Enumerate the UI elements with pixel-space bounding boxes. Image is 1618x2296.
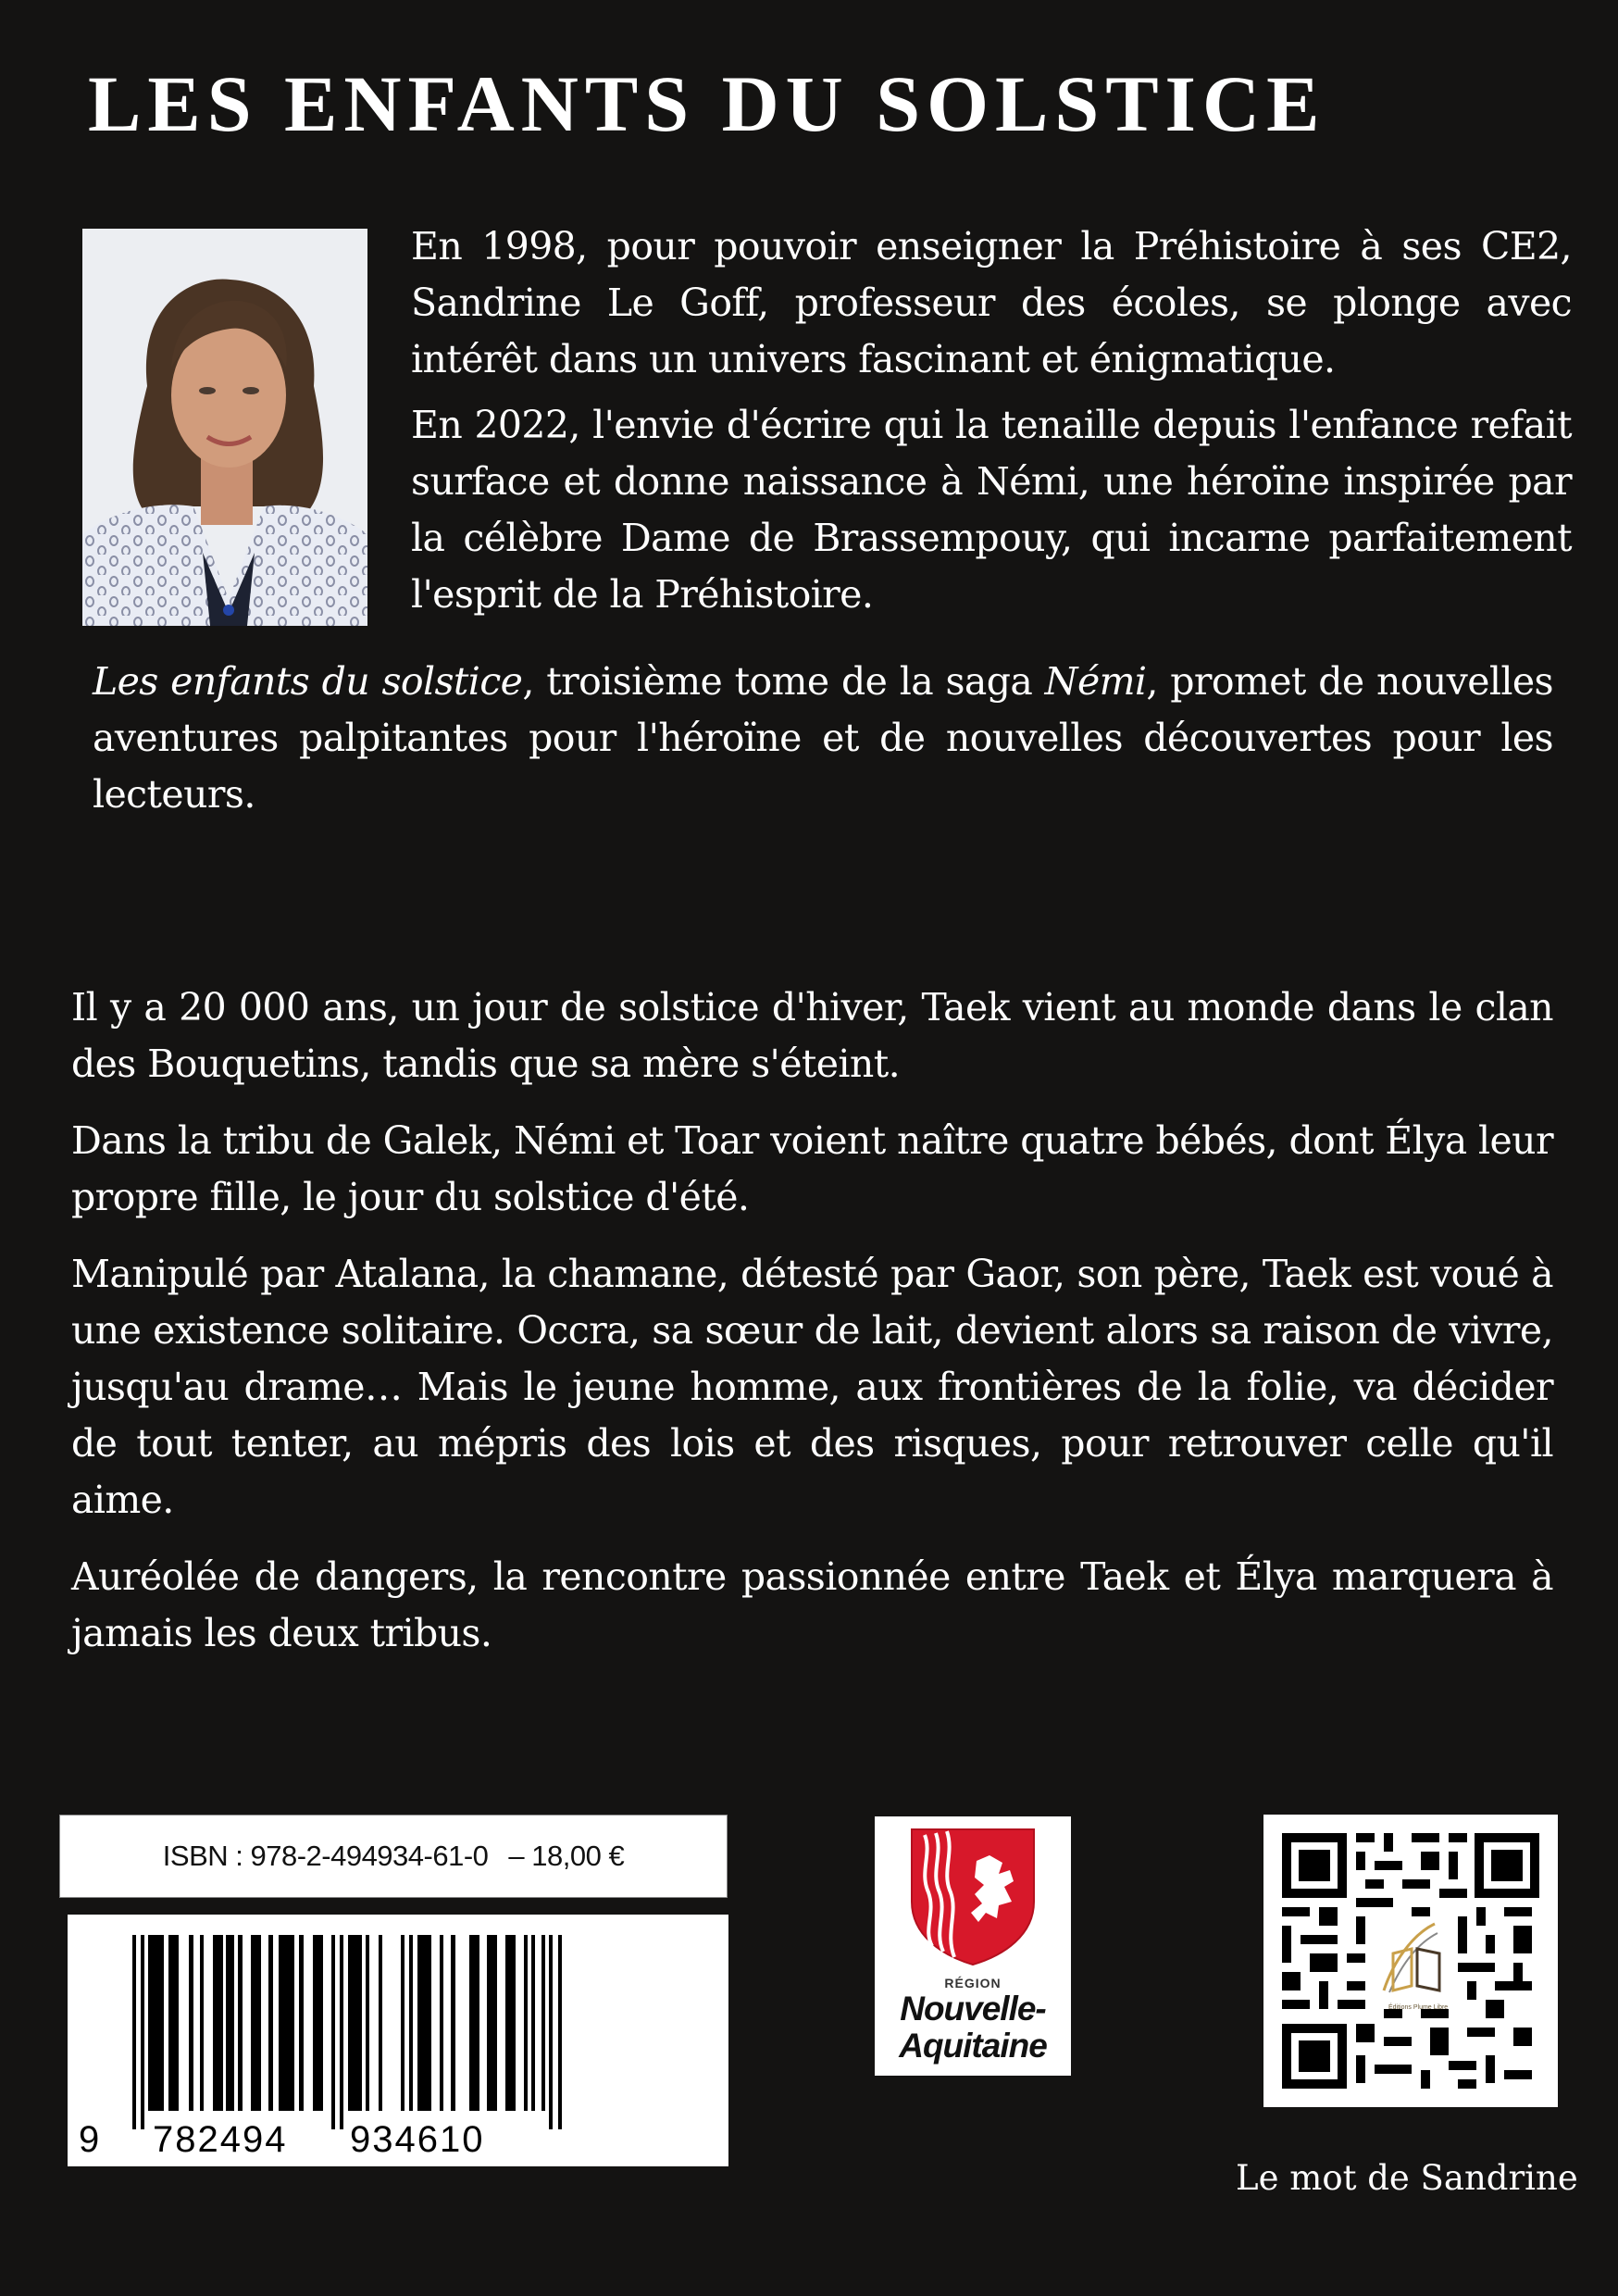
barcode	[68, 1915, 728, 2166]
barcode-icon	[68, 1915, 728, 2166]
saga-title-italic: Némi	[1044, 659, 1147, 704]
series-text-a: , troisième tome de la saga	[522, 659, 1045, 704]
region-shield-icon	[875, 1816, 1071, 1974]
synopsis-paragraph: Dans la tribu de Galek, Némi et Toar voient naître quatre bébés, dont Élya leur propre fille, le jour du solstice d'été.	[71, 1118, 1553, 1219]
book-title-italic: Les enfants du solstice	[93, 659, 523, 704]
isbn-label: ISBN : 978-2-494934-61-0	[162, 1840, 489, 1872]
series-paragraph	[93, 654, 1553, 823]
synopsis-paragraph: Manipulé par Atalana, la chamane, détesté par Gaor, son père, Taek est voué à une existence solitaire. Occra, sa sœur de lait, devient alors sa raison de vivre, jusqu'au drame… Mais le jeune homme, aux frontières de la folie, va décider de tout tenter, au mépris des lois et des risques, pour retrouver celle qu'il aime.	[71, 1252, 1553, 1522]
series-text-b: , promet de nouvelles aventures palpitantes pour l'héroïne et de nouvelles découvertes pour les lecteurs.	[93, 659, 1554, 817]
isbn-price-box	[59, 1815, 728, 1898]
qr-caption-text: Le mot de Sandrine	[1236, 2158, 1578, 2198]
author-photo	[82, 229, 367, 626]
price-label: – 18,00 €	[508, 1840, 625, 1872]
portrait-illustration	[82, 229, 367, 626]
region-nouvelle-aquitaine-logo	[875, 1816, 1071, 2076]
book-title: LES ENFANTS DU SOLSTICE	[88, 59, 1326, 148]
bio-paragraph: En 1998, pour pouvoir enseigner la Préhistoire à ses CE2, Sandrine Le Goff, professeur des écoles, se plonge avec intérêt dans un univers fascinant et énigmatique.	[411, 224, 1572, 381]
barcode-digits-left: 782494	[153, 2119, 288, 2160]
region-label-small: RÉGION	[944, 1976, 1002, 1990]
synopsis-paragraph: Il y a 20 000 ans, un jour de solstice d'hiver, Taek vient au monde dans le clan des Bouquetins, tandis que sa mère s'éteint.	[71, 985, 1553, 1086]
barcode-digit-first: 9	[79, 2119, 100, 2160]
series-blurb	[93, 654, 1553, 823]
region-name-line1: Nouvelle-	[900, 1990, 1046, 2028]
region-name-line2: Aquitaine	[899, 2027, 1047, 2065]
qr-code[interactable]	[1263, 1815, 1558, 2107]
synopsis-paragraph: Auréolée de dangers, la rencontre passionnée entre Taek et Élya marquera à jamais les deux tribus.	[71, 1554, 1553, 1655]
qr-code-icon	[1263, 1815, 1558, 2107]
region-label-name	[875, 1990, 1071, 2065]
publisher-name: Éditions Plume Libre	[1388, 2004, 1449, 2011]
barcode-digits-right: 934610	[350, 2119, 485, 2160]
synopsis	[71, 980, 1553, 1682]
author-bio	[411, 218, 1572, 632]
bio-paragraph: En 2022, l'envie d'écrire qui la tenaille depuis l'enfance refait surface et donne naissance à Némi, une héroïne inspirée par la célèbre Dame de Brassempouy, qui incarne parfaitement l'esprit de la Préhistoire.	[411, 403, 1572, 617]
